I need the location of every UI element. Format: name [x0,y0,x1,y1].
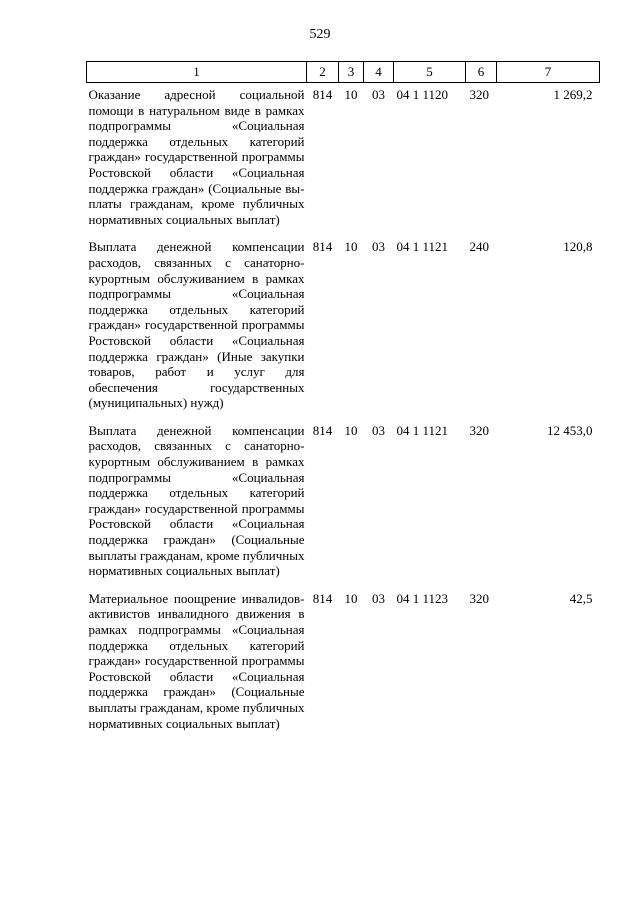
rz-code: 10 [344,422,358,438]
header-col-3: 3 [339,62,364,83]
ved-code: 814 [312,239,333,255]
vr-code: 320 [469,87,489,102]
csr-code: 04 1 1121 [396,422,449,438]
table-header [87,62,600,83]
ved-code: 814 [312,422,333,438]
ved-code: 814 [312,590,333,606]
expense-name: Выплата денежной компенсации расходов, связанных с санаторно-курортным обслуживанием в рамках подпрограммы «Социальная поддержка отдельных категорий граждан» государственной программы Ростовской области «Социальная поддержка граждан» (Социальные выплаты гражданам, кроме публичных нормативных социальных выплат) [88,422,305,579]
expense-name: Выплата денежной компенсации расходов, связанных с санаторно-курортным обслуживанием в рамках подпрограммы «Социальная поддержка отдельных категорий граждан» государственной программы Ростовской области «Социальная поддержка граждан» (Иные закупки товаров, работ и услуг для обеспечения государственных (муниципальных) нужд) [88,239,305,411]
csr-code: 04 1 1123 [396,590,449,606]
table-row [87,239,600,423]
rz-code: 10 [344,239,358,255]
pr-code: 03 [372,239,385,255]
pr-code: 03 [372,590,385,606]
table-row [87,591,600,743]
header-col-5: 5 [394,62,466,83]
header-col-1: 1 [87,62,307,83]
csr-code: 04 1 1120 [396,87,449,102]
table-row [87,87,600,239]
vr-code: 320 [469,422,489,438]
rz-code: 10 [344,87,358,102]
budget-table [86,61,600,743]
expense-name: Материальное поощрение инвалидов-активистов инвалидного движения в рамках подпрограммы «Социальная поддержка отдельных категорий граждан» государственной программы Ростовской области «Социальная поддержка граждан» (Социальные выплаты гражданам, кроме публичных нормативных социальных выплат) [88,590,305,731]
table-row [87,423,600,591]
rz-code: 10 [344,590,358,606]
amount: 42,5 [569,590,593,606]
amount: 120,8 [563,239,593,255]
header-col-4: 4 [364,62,394,83]
expense-name: Оказание адресной социальной помощи в натуральном виде в рамках подпрограммы «Социальная поддержка отдельных категорий граждан» государственной программы Ростовской области «Социальная поддержка граждан» (Социальные выплаты гражданам, кроме публичных нормативных социальных выплат) [88,87,305,227]
header-col-2: 2 [307,62,339,83]
page-number: 529 [309,27,331,42]
csr-code: 04 1 1121 [396,239,449,255]
pr-code: 03 [372,87,385,102]
amount: 1 269,2 [553,87,593,102]
ved-code: 814 [312,87,333,102]
header-col-6: 6 [466,62,497,83]
vr-code: 320 [469,590,489,606]
amount: 12 453,0 [547,422,593,438]
header-col-7: 7 [497,62,600,83]
pr-code: 03 [372,422,385,438]
vr-code: 240 [469,239,489,255]
